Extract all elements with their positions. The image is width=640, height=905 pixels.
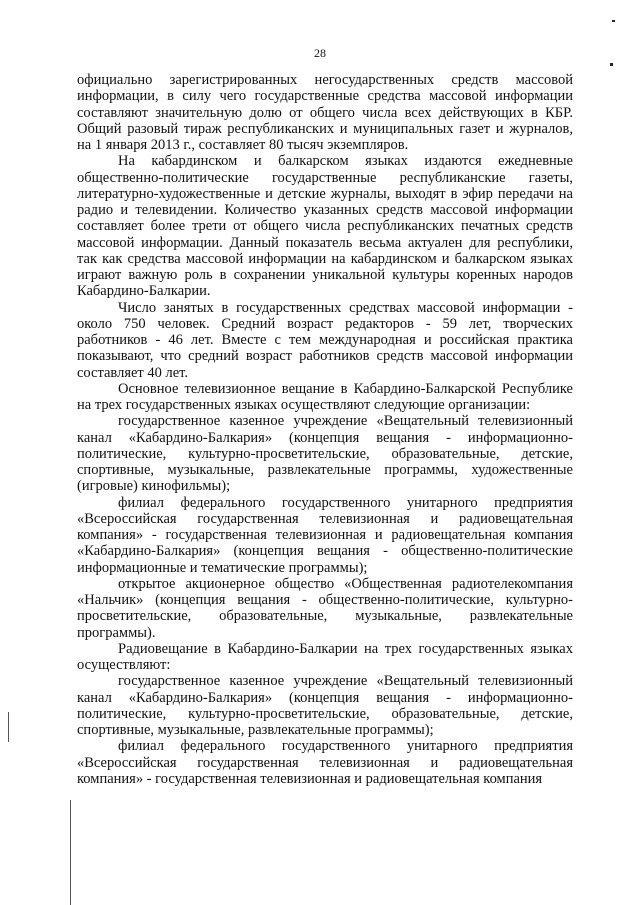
body-text — [77, 72, 573, 787]
list-item-vgtrk-branch: филиал федерального государственного унитарного предприятия «Всероссийская государственная телевизионная и радиовещательная компания» - государственная телевизионная и радиовещательная компания «Кабардино-Балкария» (концепция вещания - общественно-политические информационные и тематические программы); — [77, 494, 573, 576]
scan-speck — [610, 63, 613, 66]
paragraph-media-registration: официально зарегистрированных негосударственных средств массовой информации, в силу чего государственные средства массовой информации составляют значительную долю от общего числа всех действующих в КБР. Общий разовый тираж республиканских и муниципальных газет и журналов, на 1 января 2013 г., составляет 80 тысяч экземпляров. — [77, 72, 573, 153]
scan-speck — [612, 20, 615, 22]
paragraph-tv-broadcasting-intro: Основное телевизионное вещание в Кабардино-Балкарской Республике на трех государственных языках осуществляют следующие организации: — [77, 380, 573, 413]
page-number: 28 — [314, 46, 326, 60]
paragraph-radio-broadcasting-intro: Радиовещание в Кабардино-Балкарии на трех государственных языках осуществляют: — [77, 640, 573, 673]
scan-edge-mark — [70, 800, 71, 905]
list-item-radio-vgtrk-branch: филиал федерального государственного унитарного предприятия «Всероссийская государственная телевизионная и радиовещательная компания» - государственная телевизионная и радиовещательная компания — [77, 738, 573, 787]
paragraph-national-languages: На кабардинском и балкарском языках издаются ежедневные общественно-политические государственные республиканские газеты, литературно-художественные и детские журналы, выходят в эфир передачи на радио и телевидении. Количество указанных средств массовой информации составляет более трети от общего числа республиканских печатных средств массовой информации. Данный показатель весьма актуален для республики, так как средства массовой информации на кабардинском и балкарском языках играют важную роль в сохранении уникальной культуры коренных народов Кабардино-Балкарии. — [77, 153, 573, 300]
scan-edge-mark — [8, 712, 9, 742]
list-item-radio-tv-channel-kbr: государственное казенное учреждение «Вещательный телевизионный канал «Кабардино-Балкария» (концепция вещания - информационно-политические, культурно-просветительские, образовательные, детские, спортивные, музыкальные, развлекательные программы); — [77, 673, 573, 738]
list-item-tv-channel-kbr: государственное казенное учреждение «Вещательный телевизионный канал «Кабардино-Балкария» (концепция вещания - информационно-политические, культурно-просветительские, образовательные, детские, спортивные, музыкальные, развлекательные программы, художественные (игровые) кинофильмы); — [77, 413, 573, 495]
paragraph-employment: Число занятых в государственных средствах массовой информации - около 750 человек. Средний возраст редакторов - 59 лет, творческих работников - 46 лет. Вместе с тем международная и российская практика показывают, что средний возраст работников средств массовой информации составляет 40 лет. — [77, 299, 573, 381]
list-item-nalchik-company: открытое акционерное общество «Общественная радиотелекомпания «Нальчик» (концепция вещания - общественно-политические, культурно-просветительские, образовательные, музыкальные, развлекательные программы). — [77, 575, 573, 641]
